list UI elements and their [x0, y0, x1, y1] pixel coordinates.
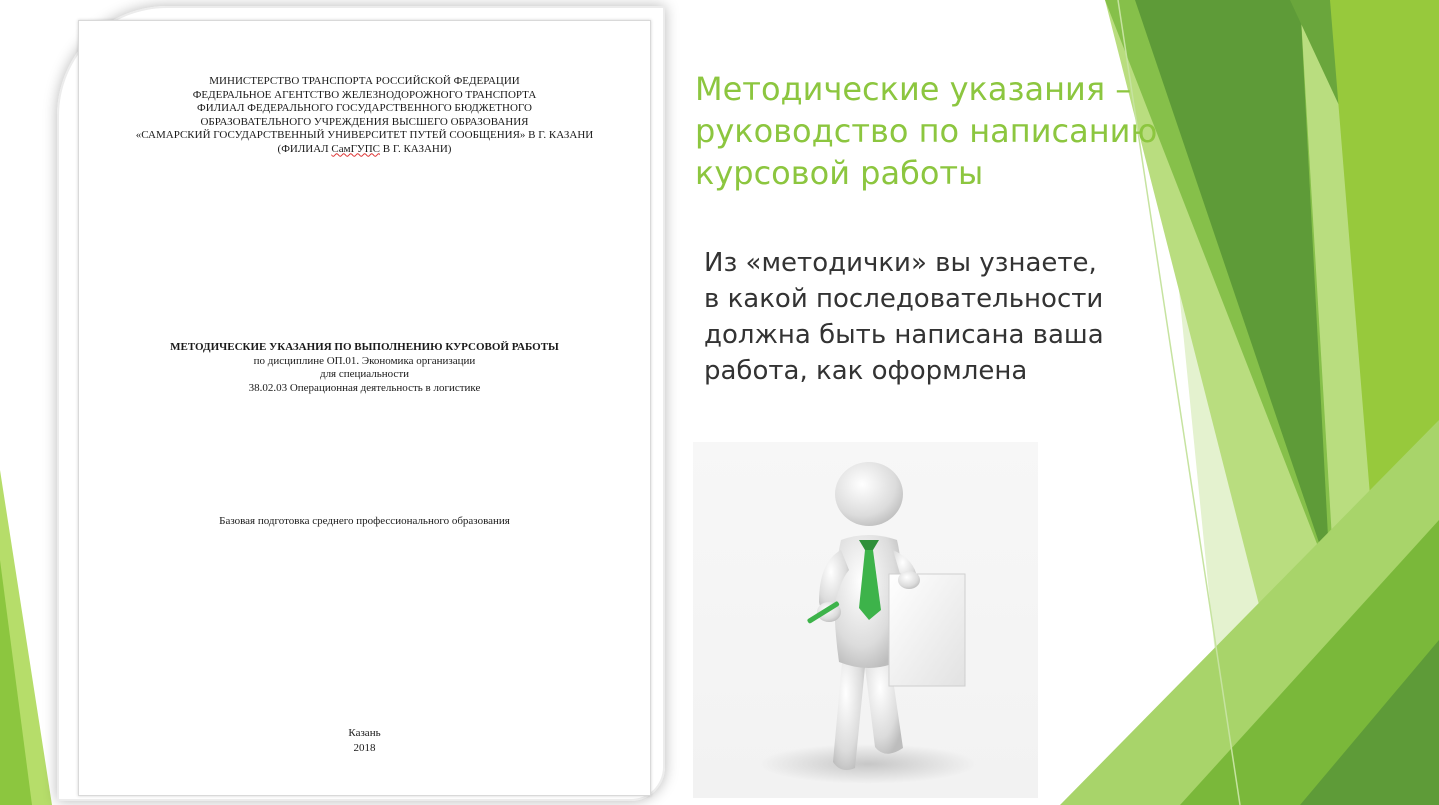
header-line	[79, 143, 650, 157]
person-with-document-icon	[693, 442, 1038, 798]
header-line: ФЕДЕРАЛЬНОЕ АГЕНТСТВО ЖЕЛЕЗНОДОРОЖНОГО ТРАНСПОРТА	[192, 88, 537, 101]
slide-title-line: курсовой работы	[695, 154, 984, 192]
slide-text-line: Из «методички» вы узнаете,	[704, 248, 1097, 278]
document-footer	[79, 726, 650, 756]
document-header	[79, 75, 650, 156]
slide-text-line: работа, как оформлена	[704, 356, 1028, 386]
document-subtitle-line: 38.02.03 Операционная деятельность в логистике	[248, 381, 481, 394]
document-title-block	[79, 341, 650, 395]
header-line: «САМАРСКИЙ ГОСУДАРСТВЕННЫЙ УНИВЕРСИТЕТ ПУТЕЙ СООБЩЕНИЯ» В Г. КАЗАНИ	[135, 129, 594, 141]
document-subtitle-line: по дисциплине ОП.01. Экономика организации	[253, 354, 476, 367]
slide-text-line: в какой последовательности	[704, 284, 1104, 314]
spellcheck-underlined-text: СамГУПС	[331, 142, 380, 155]
header-line: ОБРАЗОВАТЕЛЬНОГО УЧРЕЖДЕНИЯ ВЫСШЕГО ОБРАЗОВАНИЯ	[200, 115, 529, 128]
education-level: Базовая подготовка среднего профессионального образования	[219, 515, 510, 527]
slide-body-text	[704, 245, 1144, 389]
document-title: МЕТОДИЧЕСКИЕ УКАЗАНИЯ ПО ВЫПОЛНЕНИЮ КУРСОВОЙ РАБОТЫ	[170, 341, 559, 353]
slide-title-line: Методические указания –	[695, 70, 1132, 108]
document-page	[78, 20, 651, 796]
slide-title-line: руководство по написанию	[695, 112, 1158, 150]
slide-title	[695, 68, 1165, 194]
document-city: Казань	[348, 727, 381, 739]
slide-text-line: должна быть написана ваша	[704, 320, 1104, 350]
document-year: 2018	[353, 742, 376, 754]
header-line: ФИЛИАЛ ФЕДЕРАЛЬНОГО ГОСУДАРСТВЕННОГО БЮДЖЕТНОГО	[197, 102, 532, 114]
header-line: МИНИСТЕРСТВО ТРАНСПОРТА РОССИЙСКОЙ ФЕДЕРАЦИИ	[209, 75, 520, 87]
document-subtitle-line: для специальности	[319, 368, 410, 380]
header-text: В Г. КАЗАНИ)	[380, 142, 452, 155]
header-text: (ФИЛИАЛ	[277, 142, 332, 155]
